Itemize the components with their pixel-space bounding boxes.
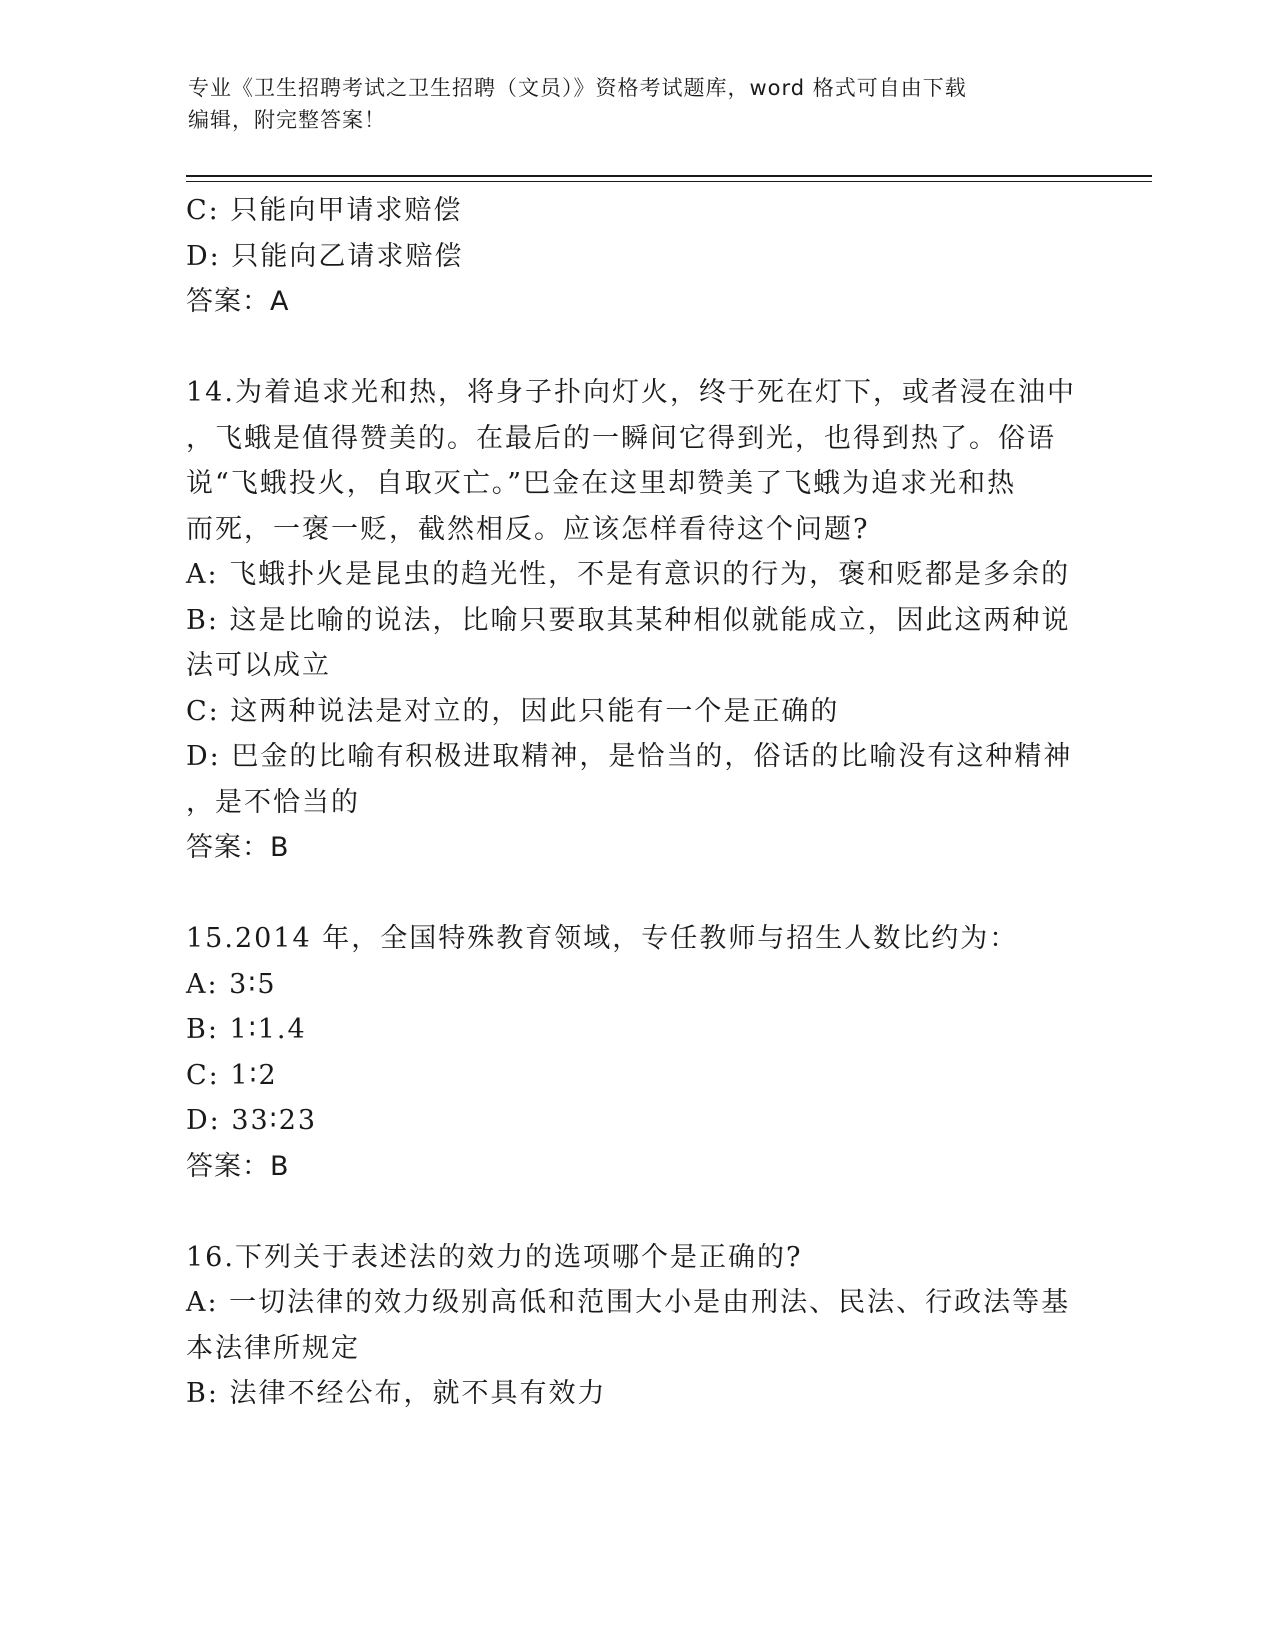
- spacer: [186, 1189, 1086, 1235]
- q15-stem: 15.2014 年，全国特殊教育领域，专任教师与招生人数比约为：: [186, 923, 1019, 954]
- q16-option-a-line-1: A: 一切法律的效力级别高低和范围大小是由刑法、民法、行政法等基: [186, 1287, 1071, 1318]
- q14-option-b-line-2: 法可以成立: [186, 650, 331, 681]
- q14-stem-line-4: 而死，一褒一贬，截然相反。应该怎样看待这个问题?: [186, 513, 870, 545]
- q14-option-d-line-2: ，是不恰当的: [186, 786, 360, 818]
- q14-stem-line-3: 说“飞蛾投火，自取灭亡。”巴金在这里却赞美了飞蛾为追求光和热: [186, 468, 1017, 499]
- q15-option-c: C: 1∶2: [186, 1059, 278, 1091]
- q13-option-d: D: 只能向乙请求赔偿: [186, 240, 464, 272]
- spacer: [186, 325, 1086, 371]
- question-content: [186, 188, 1086, 1417]
- q14-option-c: C: 这两种说法是对立的，因此只能有一个是正确的: [186, 695, 840, 727]
- q16-option-b: B: 法律不经公布，就不具有效力: [186, 1378, 607, 1409]
- q13-answer: 答案：A: [186, 286, 290, 317]
- q16-stem: 16.下列关于表述法的效力的选项哪个是正确的?: [186, 1241, 803, 1273]
- q14-option-a: A: 飞蛾扑火是昆虫的趋光性，不是有意识的行为，褒和贬都是多余的: [186, 559, 1071, 590]
- q15-answer: 答案：B: [186, 1150, 290, 1182]
- q16-option-a-line-2: 本法律所规定: [186, 1332, 360, 1364]
- q14-stem-line-2: ，飞蛾是值得赞美的。在最后的一瞬间它得到光，也得到热了。俗语: [186, 422, 1056, 454]
- q14-stem-line-1: 14.为着追求光和热，将身子扑向灯火，终于死在灯下，或者浸在油中: [186, 377, 1076, 408]
- q14-option-b-line-1: B: 这是比喻的说法，比喻只要取其某种相似就能成立，因此这两种说: [186, 604, 1071, 636]
- q15-option-d: D: 33∶23: [186, 1105, 318, 1136]
- q15-option-b: B: 1∶1.4: [186, 1014, 307, 1045]
- q14-option-d-line-1: D: 巴金的比喻有积极进取精神，是恰当的，俗话的比喻没有这种精神: [186, 741, 1073, 772]
- q14-answer: 答案：B: [186, 832, 290, 863]
- header-line-1: 专业《卫生招聘考试之卫生招聘（文员）》资格考试题库，word 格式可自由下载: [188, 76, 967, 100]
- header-divider-thick: [186, 175, 1152, 177]
- header-divider-thin: [186, 181, 1152, 182]
- document-header: [188, 72, 1088, 136]
- header-line-2: 编辑，附完整答案！: [188, 108, 386, 132]
- q15-option-a: A: 3∶5: [186, 968, 277, 1000]
- spacer: [186, 871, 1086, 917]
- q13-option-c: C: 只能向甲请求赔偿: [186, 195, 463, 226]
